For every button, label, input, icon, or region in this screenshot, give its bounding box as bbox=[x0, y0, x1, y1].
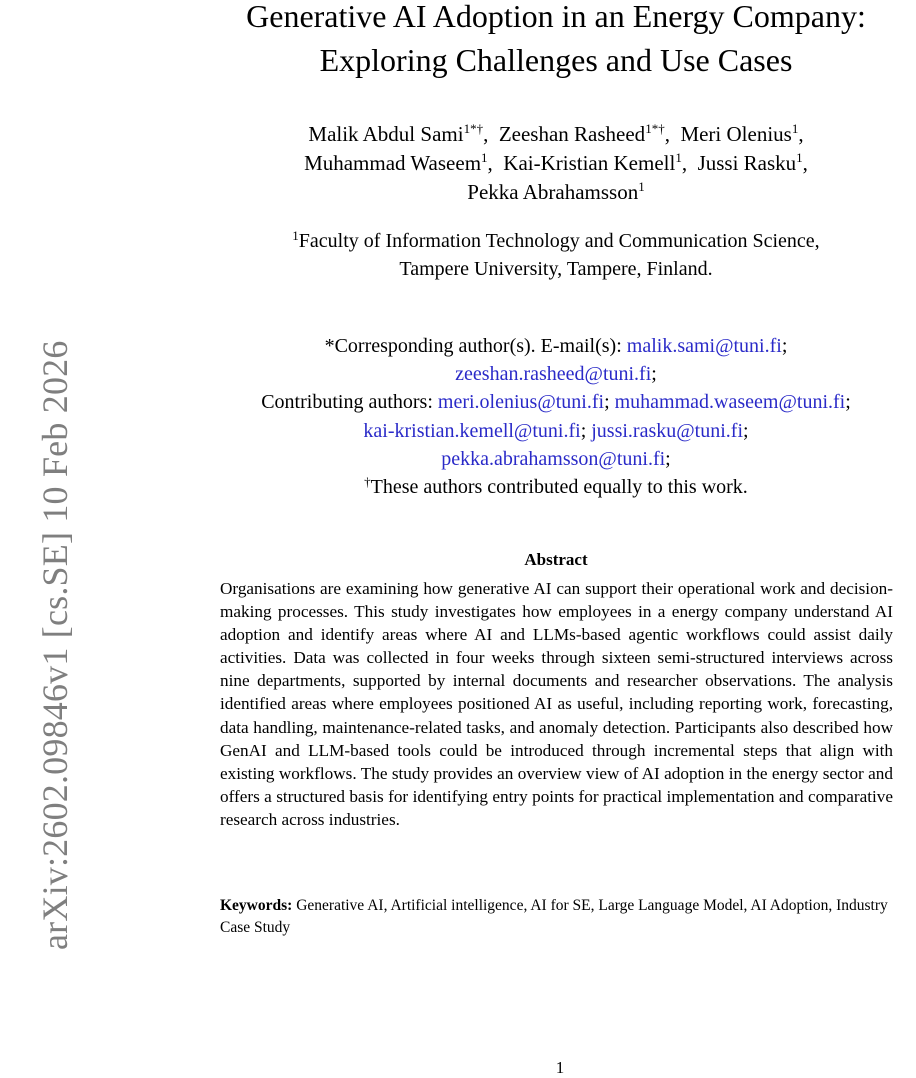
affiliation bbox=[196, 227, 916, 283]
author-marks: 1 bbox=[791, 121, 799, 136]
abstract-text: Organisations are examining how generative AI can support their operational work and decision-making processes. This study investigates how employees in a energy company understand AI adoption and identify areas where AI and LLMs-based agentic workflows could assist daily activities. Data was collected in four weeks through sixteen semi-structured interviews across nine departments, supported by internal documents and researcher observations. The analysis identified areas where employees positioned AI as useful, including reporting work, forecasting, data handling, maintenance-related tasks, and anomaly detection. Participants also described how GenAI and LLM-based tools could be introduced through incremental steps that align with existing workflows. The study provides an overview view of AI adoption in the energy sector and offers a structured basis for identifying entry points for practical implementation and comparative research across industries. bbox=[220, 579, 893, 829]
title-line-1: Generative AI Adoption in an Energy Company: bbox=[246, 0, 866, 34]
keywords-text: Generative AI, Artificial intelligence, AI for SE, Large Language Model, AI Adoption, Industry Case Study bbox=[220, 897, 888, 936]
dagger-mark: † bbox=[364, 474, 371, 490]
corresponding-label: *Corresponding author(s). E-mail(s): bbox=[324, 335, 622, 357]
author-name: Pekka Abrahamsson bbox=[467, 180, 639, 204]
separator: ; bbox=[604, 391, 610, 414]
author-marks: 1 bbox=[481, 150, 488, 165]
author-marks: 1 bbox=[638, 179, 645, 194]
affiliation-mark: 1 bbox=[292, 228, 299, 243]
author-name: Muhammad Waseem bbox=[304, 151, 482, 175]
separator: ; bbox=[580, 419, 587, 442]
affiliation-line-1: Faculty of Information Technology and Communication Science, bbox=[298, 230, 820, 252]
abstract-heading: Abstract bbox=[524, 550, 588, 569]
email-link[interactable]: malik.sami@tuni.fi bbox=[626, 335, 782, 357]
affiliation-line-2: Tampere University, Tampere, Finland. bbox=[399, 258, 713, 280]
separator: ; bbox=[781, 335, 788, 357]
author-marks: 1 bbox=[796, 150, 803, 165]
email-link[interactable]: pekka.abrahamsson@tuni.fi bbox=[441, 447, 666, 470]
paper-title bbox=[196, 0, 916, 82]
email-link[interactable]: kai-kristian.kemell@tuni.fi bbox=[363, 419, 581, 442]
email-link[interactable]: zeeshan.rasheed@tuni.fi bbox=[455, 363, 652, 386]
author-name: Jussi Rasku bbox=[697, 151, 797, 175]
separator: ; bbox=[665, 447, 671, 470]
author-marks: 1 bbox=[675, 150, 682, 165]
separator: ; bbox=[651, 363, 657, 386]
email-link[interactable]: meri.olenius@tuni.fi bbox=[437, 391, 605, 414]
separator: ; bbox=[743, 419, 749, 442]
contributing-label: Contributing authors: bbox=[261, 391, 433, 414]
author-marks: 1*† bbox=[645, 121, 665, 136]
author-name: Kai-Kristian Kemell bbox=[503, 151, 676, 175]
arxiv-identifier-stamp bbox=[0, 0, 75, 1076]
separator: ; bbox=[845, 391, 851, 414]
correspondence-block bbox=[186, 332, 916, 501]
arxiv-identifier-text: arXiv:2602.09846v1 [cs.SE] 10 Feb 2026 bbox=[35, 340, 75, 950]
author-name: Malik Abdul Sami bbox=[308, 122, 464, 146]
email-link[interactable]: jussi.rasku@tuni.fi bbox=[591, 419, 743, 442]
email-link[interactable]: muhammad.waseem@tuni.fi bbox=[614, 391, 846, 414]
author-list: Malik Abdul Sami$^{1*\dagger}$, Zeeshan Rasheed$^{1*\dagger}$, Meri Olenius$^1$, Muhammad Waseem$^1$, Kai-Kristian Kemell$^1$, Jussi Rasku$^1$, Pekka Abrahamsson$^1$ bbox=[304, 121, 808, 204]
title-line-2: Exploring Challenges and Use Cases bbox=[319, 42, 793, 78]
author-marks: 1*† bbox=[463, 121, 484, 136]
keywords-label: Keywords: bbox=[220, 897, 293, 914]
author-name: Zeeshan Rasheed bbox=[498, 122, 646, 146]
author-name: Meri Olenius bbox=[680, 122, 792, 146]
equal-contribution-note: These authors contributed equally to this work. bbox=[370, 476, 748, 499]
page-number: 1 bbox=[555, 1058, 565, 1077]
keywords bbox=[220, 895, 910, 938]
